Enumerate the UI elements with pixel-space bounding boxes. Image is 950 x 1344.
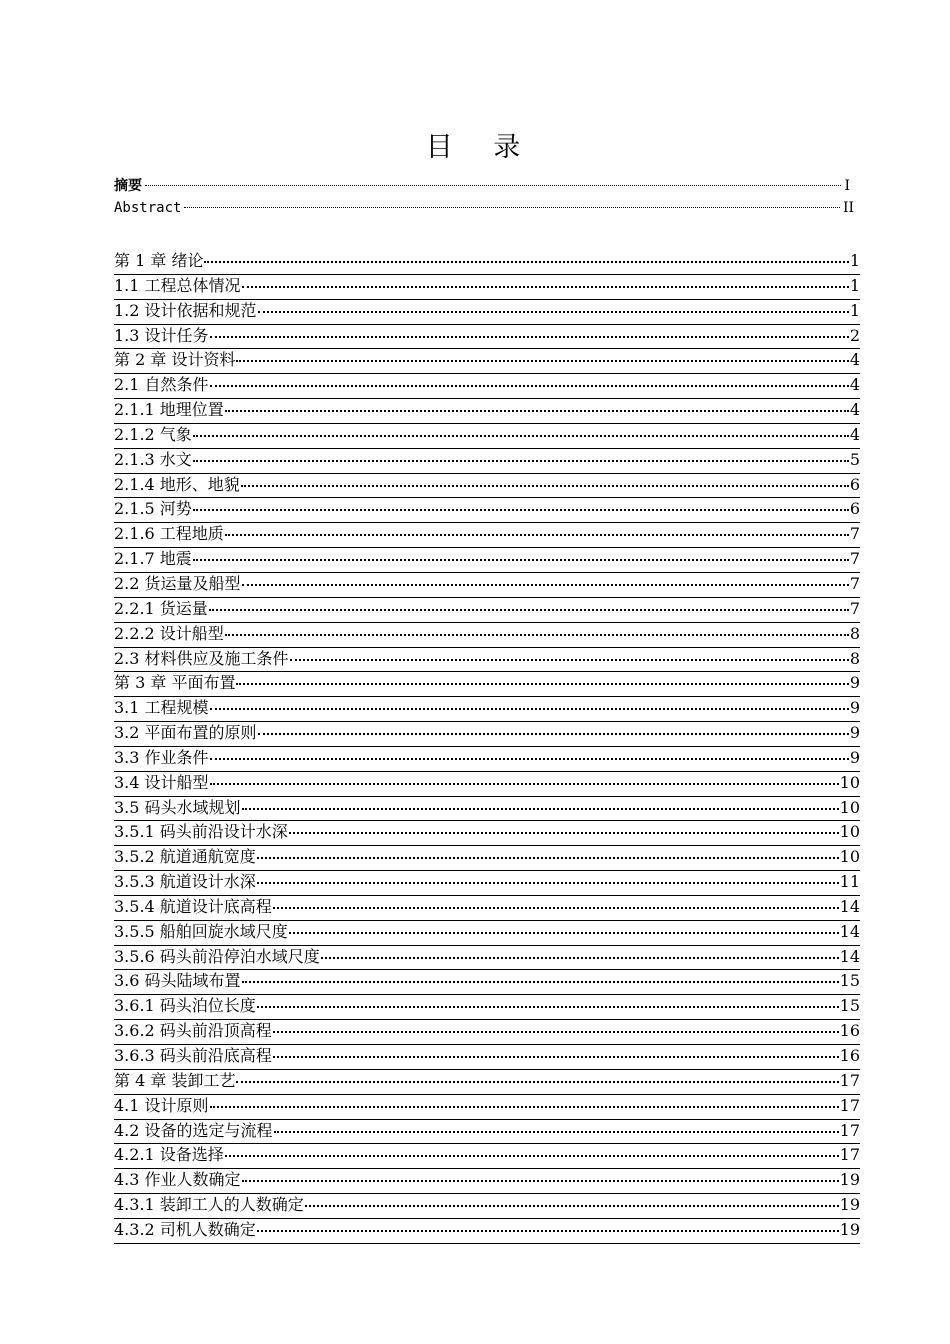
toc-entry-page: 10 bbox=[839, 797, 860, 817]
toc-entry-page: 7 bbox=[849, 524, 860, 544]
dot-leader bbox=[225, 534, 849, 536]
dot-leader bbox=[258, 733, 849, 735]
toc-entry[interactable] bbox=[114, 300, 860, 325]
toc-entry-page: 7 bbox=[849, 573, 860, 593]
toc-entry-label: 3.2 平面布置的原则 bbox=[114, 723, 257, 743]
toc-entry-label: 3.5.2 航道通航宽度 bbox=[114, 847, 256, 867]
toc-entry[interactable] bbox=[114, 1219, 860, 1244]
dot-leader bbox=[273, 1031, 839, 1033]
dot-leader bbox=[242, 286, 849, 288]
toc-entry[interactable] bbox=[114, 1120, 860, 1145]
toc-entry-label: 2.1.3 水文 bbox=[114, 449, 192, 469]
toc-entry-label: 第 3 章 平面布置 bbox=[114, 673, 236, 693]
toc-entry-label: 3.5.6 码头前沿停泊水域尺度 bbox=[114, 946, 320, 966]
toc-entry[interactable] bbox=[114, 921, 860, 946]
toc-entry-page: 9 bbox=[849, 723, 860, 743]
toc-entry-label: 3.6.3 码头前沿底高程 bbox=[114, 1046, 272, 1065]
toc-entry-page: 4 bbox=[849, 424, 860, 444]
toc-entry[interactable] bbox=[114, 349, 860, 374]
dot-leader bbox=[145, 185, 841, 186]
toc-entry-label: 3.1 工程规模 bbox=[114, 698, 209, 718]
toc-entry-page: 4 bbox=[849, 400, 860, 420]
toc-entry[interactable] bbox=[114, 747, 860, 772]
toc-entry-label: 3.6 码头陆域布置 bbox=[114, 971, 241, 991]
toc-entry-label: 2.1.7 地震 bbox=[114, 549, 192, 569]
toc-entry-page: 8 bbox=[849, 623, 860, 643]
dot-leader bbox=[193, 460, 849, 462]
toc-entry[interactable] bbox=[114, 1020, 860, 1045]
toc-entry-page: 4 bbox=[849, 350, 860, 370]
dot-leader bbox=[236, 683, 848, 685]
toc-entry[interactable] bbox=[114, 697, 860, 722]
toc-entry-page: 9 bbox=[849, 747, 860, 767]
dot-leader bbox=[242, 808, 839, 810]
toc-entry-page: 7 bbox=[849, 598, 860, 618]
toc-entry-label: 2.1.6 工程地质 bbox=[114, 524, 224, 544]
toc-entry[interactable] bbox=[114, 722, 860, 747]
toc-entry[interactable] bbox=[114, 1070, 860, 1095]
dot-leader bbox=[242, 981, 839, 983]
dot-leader bbox=[242, 584, 849, 586]
toc-entry[interactable] bbox=[114, 449, 860, 474]
toc-entry-label: 3.6.2 码头前沿顶高程 bbox=[114, 1021, 272, 1041]
toc-entry[interactable] bbox=[114, 623, 860, 648]
toc-entry[interactable] bbox=[114, 325, 860, 350]
toc-entry-page: 5 bbox=[849, 449, 860, 469]
toc-entry[interactable] bbox=[114, 399, 860, 424]
toc-entry[interactable] bbox=[114, 1045, 860, 1070]
toc-entry-page: 1 bbox=[849, 251, 860, 270]
toc-entry-page: 14 bbox=[839, 946, 860, 966]
dot-leader bbox=[321, 957, 839, 959]
toc-entry-page: 14 bbox=[839, 896, 860, 916]
toc-entry-page: 6 bbox=[849, 474, 860, 494]
toc-entry-label: 4.3.2 司机人数确定 bbox=[114, 1219, 256, 1239]
dot-leader bbox=[210, 783, 839, 785]
toc-entry[interactable] bbox=[114, 946, 860, 971]
toc-list bbox=[114, 250, 860, 1244]
toc-entry-label: 4.2.1 设备选择 bbox=[114, 1145, 224, 1165]
toc-entry-label: 第 4 章 装卸工艺 bbox=[114, 1070, 236, 1090]
toc-entry-label: 第 2 章 设计资料 bbox=[114, 350, 236, 370]
toc-entry-label: 2.2 货运量及船型 bbox=[114, 573, 241, 593]
toc-entry-page: 19 bbox=[839, 1195, 860, 1215]
toc-entry[interactable] bbox=[114, 1144, 860, 1169]
toc-entry[interactable] bbox=[114, 821, 860, 846]
toc-entry-label: 3.4 设计船型 bbox=[114, 772, 209, 792]
toc-entry[interactable] bbox=[114, 970, 860, 995]
toc-entry-page: 10 bbox=[839, 847, 860, 867]
toc-entry-label: 2.3 材料供应及施工条件 bbox=[114, 648, 289, 668]
dot-leader bbox=[257, 1230, 839, 1232]
toc-entry-page: 7 bbox=[849, 549, 860, 569]
toc-entry[interactable] bbox=[114, 797, 860, 822]
toc-entry[interactable] bbox=[114, 424, 860, 449]
toc-entry-label: 摘要 bbox=[114, 178, 142, 194]
toc-entry[interactable] bbox=[114, 871, 860, 896]
toc-entry-page: 9 bbox=[849, 698, 860, 718]
toc-entry[interactable] bbox=[114, 275, 860, 300]
toc-entry-label: 2.1.1 地理位置 bbox=[114, 400, 224, 420]
dot-leader bbox=[236, 1081, 838, 1083]
toc-entry-label: 4.3.1 装卸工人的人数确定 bbox=[114, 1195, 304, 1215]
toc-entry[interactable] bbox=[114, 846, 860, 871]
dot-leader bbox=[209, 609, 849, 611]
toc-entry[interactable] bbox=[114, 523, 860, 548]
toc-entry[interactable] bbox=[114, 374, 860, 399]
toc-entry-label: 2.1.4 地形、地貌 bbox=[114, 474, 240, 494]
dot-leader bbox=[273, 907, 839, 909]
toc-entry-label: 3.5.3 航道设计水深 bbox=[114, 872, 256, 892]
dot-leader bbox=[225, 410, 849, 412]
dot-leader bbox=[210, 758, 849, 760]
dot-leader bbox=[274, 1131, 839, 1133]
dot-leader bbox=[242, 1180, 839, 1182]
toc-entry-label: 3.5.4 航道设计底高程 bbox=[114, 896, 272, 916]
dot-leader bbox=[193, 435, 849, 437]
dot-leader bbox=[225, 1155, 839, 1157]
toc-entry-page: 19 bbox=[839, 1170, 860, 1190]
toc-entry-label: 1.3 设计任务 bbox=[114, 325, 209, 345]
toc-entry-label: 1.2 设计依据和规范 bbox=[114, 300, 257, 320]
toc-entry[interactable] bbox=[114, 1169, 860, 1194]
dot-leader bbox=[241, 485, 849, 487]
toc-entry-page: I bbox=[844, 178, 850, 194]
toc-entry-label: 3.5 码头水域规划 bbox=[114, 797, 241, 817]
dot-leader bbox=[210, 1106, 839, 1108]
toc-entry[interactable] bbox=[114, 995, 860, 1020]
toc-entry[interactable] bbox=[114, 573, 860, 598]
toc-entry-page: 1 bbox=[849, 275, 860, 295]
dot-leader bbox=[193, 509, 849, 511]
dot-leader bbox=[210, 336, 849, 338]
toc-entry-page: 2 bbox=[849, 325, 860, 345]
dot-leader bbox=[225, 634, 849, 636]
toc-entry-label: 第 1 章 绪论 bbox=[114, 251, 204, 270]
dot-leader bbox=[273, 1056, 839, 1058]
toc-entry-label: 3.3 作业条件 bbox=[114, 747, 209, 767]
toc-entry-page: II bbox=[842, 200, 854, 216]
toc-entry[interactable] bbox=[114, 598, 860, 623]
dot-leader bbox=[258, 311, 849, 313]
toc-entry[interactable] bbox=[114, 474, 860, 499]
page-title: 目 录 bbox=[425, 132, 537, 163]
toc-entry-label: 3.6.1 码头泊位长度 bbox=[114, 996, 256, 1016]
toc-entry-label: 4.1 设计原则 bbox=[114, 1095, 209, 1115]
toc-entry-page: 8 bbox=[849, 648, 860, 668]
dot-leader bbox=[193, 559, 849, 561]
toc-entry-page: 11 bbox=[839, 872, 860, 892]
toc-entry-page: 1 bbox=[849, 300, 860, 320]
toc-entry-page: 4 bbox=[849, 375, 860, 395]
toc-entry-page: 6 bbox=[849, 499, 860, 519]
toc-entry-label: 4.2 设备的选定与流程 bbox=[114, 1120, 273, 1140]
toc-entry[interactable] bbox=[114, 250, 860, 275]
toc-entry[interactable] bbox=[114, 672, 860, 697]
toc-entry-page: 10 bbox=[839, 822, 860, 842]
toc-entry-label: 2.2.1 货运量 bbox=[114, 598, 208, 618]
dot-leader bbox=[257, 1006, 839, 1008]
toc-entry-page: 15 bbox=[839, 971, 860, 991]
toc-entry-label: Abstract bbox=[114, 200, 182, 216]
dot-leader bbox=[257, 882, 839, 884]
toc-entry-label: 2.1.5 河势 bbox=[114, 499, 192, 519]
toc-entry[interactable] bbox=[114, 1194, 860, 1219]
toc-entry-abstract-en[interactable] bbox=[114, 200, 854, 225]
dot-leader bbox=[290, 659, 849, 661]
toc-entry-page: 16 bbox=[839, 1046, 860, 1065]
dot-leader bbox=[257, 857, 839, 859]
toc-entry-page: 19 bbox=[839, 1219, 860, 1239]
front-matter-list bbox=[114, 175, 854, 225]
dot-leader bbox=[289, 832, 839, 834]
dot-leader bbox=[289, 932, 839, 934]
dot-leader bbox=[204, 261, 848, 263]
dot-leader bbox=[236, 360, 848, 362]
toc-entry-page: 17 bbox=[839, 1120, 860, 1140]
toc-entry[interactable] bbox=[114, 772, 860, 797]
toc-entry-page: 9 bbox=[849, 673, 860, 693]
toc-entry-page: 16 bbox=[839, 1021, 860, 1041]
toc-entry-page: 14 bbox=[839, 921, 860, 941]
dot-leader bbox=[184, 207, 840, 208]
toc-entry-label: 2.2.2 设计船型 bbox=[114, 623, 224, 643]
toc-entry[interactable] bbox=[114, 648, 860, 673]
toc-entry-label: 3.5.5 船舶回旋水域尺度 bbox=[114, 921, 288, 941]
toc-entry-label: 3.5.1 码头前沿设计水深 bbox=[114, 822, 288, 842]
toc-entry-page: 10 bbox=[839, 772, 860, 792]
toc-entry-abstract-cn[interactable] bbox=[114, 175, 850, 200]
toc-entry[interactable] bbox=[114, 548, 860, 573]
toc-entry-page: 17 bbox=[839, 1070, 860, 1090]
toc-entry[interactable] bbox=[114, 498, 860, 523]
dot-leader bbox=[305, 1205, 839, 1207]
toc-entry-label: 1.1 工程总体情况 bbox=[114, 275, 241, 295]
dot-leader bbox=[210, 385, 849, 387]
dot-leader bbox=[210, 708, 849, 710]
toc-entry-label: 2.1 自然条件 bbox=[114, 375, 209, 395]
toc-entry-label: 2.1.2 气象 bbox=[114, 424, 192, 444]
toc-entry-page: 17 bbox=[839, 1145, 860, 1165]
toc-entry[interactable] bbox=[114, 1095, 860, 1120]
toc-entry[interactable] bbox=[114, 896, 860, 921]
toc-entry-page: 15 bbox=[839, 996, 860, 1016]
toc-entry-label: 4.3 作业人数确定 bbox=[114, 1170, 241, 1190]
toc-entry-page: 17 bbox=[839, 1095, 860, 1115]
